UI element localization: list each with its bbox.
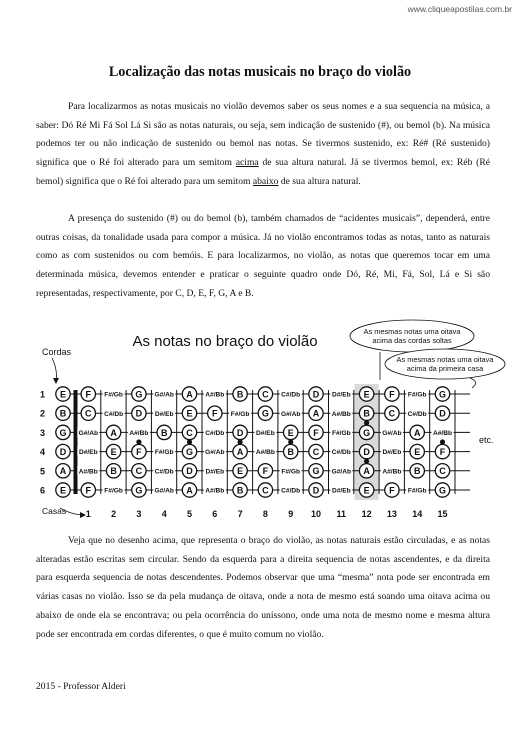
natural-note: G [438, 389, 447, 400]
footer: 2015 - Professor Alderi [36, 681, 126, 692]
sharp-flat-note: C#/Db [407, 410, 427, 418]
natural-note: G [438, 485, 447, 496]
natural-note: F [439, 447, 446, 457]
page-title: Localização das notas musicais no braço do violão [108, 64, 412, 80]
fret-number: 7 [237, 509, 243, 519]
paragraph-1-text-b: de sua altura natural. Já se tivermos bemol, ex: Réb (Ré bemol) significa que o Ré foi alterado para um semitom [36, 157, 491, 187]
diagram-title: As notas no braço do violão [132, 333, 318, 350]
fretboard [40, 384, 470, 519]
natural-note: C [262, 485, 269, 496]
fret-number: 10 [310, 509, 322, 519]
natural-note: F [389, 485, 395, 496]
site-url[interactable]: www.cliqueapostilas.com.br [407, 4, 512, 14]
natural-note: F [85, 485, 92, 496]
fret-number: 13 [386, 509, 397, 519]
natural-note: E [363, 389, 370, 400]
sharp-flat-note: D#/Eb [205, 468, 225, 476]
natural-note: E [59, 485, 67, 496]
natural-note: D [363, 447, 370, 457]
natural-note: A [312, 408, 320, 419]
string-number: 2 [40, 408, 46, 419]
natural-note: G [185, 447, 194, 457]
natural-note: E [186, 408, 193, 419]
sharp-flat-note: F#/Gb [104, 487, 123, 495]
natural-note: B [287, 447, 294, 457]
string-number: 5 [40, 466, 46, 477]
natural-note: D [236, 427, 244, 438]
string-number: 4 [40, 447, 46, 458]
underlined-abaixo: abaixo [252, 175, 279, 187]
fret-number: 8 [262, 509, 268, 519]
natural-note: G [135, 485, 143, 496]
sharp-flat-note: G#/Ab [78, 430, 99, 437]
natural-note: D [439, 408, 446, 419]
sharp-flat-note: D#/Eb [331, 487, 351, 495]
sharp-flat-note: D#/Eb [331, 391, 351, 399]
fret-number: 6 [212, 509, 218, 519]
sharp-flat-note: A#/Bb [331, 410, 351, 418]
sharp-flat-note: A#/Bb [432, 430, 453, 437]
sharp-flat-note: C#/Db [205, 430, 225, 437]
sharp-flat-note: G#/Ab [280, 410, 301, 418]
natural-note: D [59, 447, 67, 457]
sharp-flat-note: D#/Eb [78, 449, 98, 457]
sharp-flat-note: F#/Gb [281, 468, 301, 476]
fret-number: 14 [412, 509, 423, 519]
sharp-flat-note: G#/Ab [154, 487, 174, 495]
sharp-flat-note: D#/Eb [256, 430, 275, 437]
sharp-flat-note: A#/Bb [78, 468, 98, 476]
natural-note: G [261, 408, 269, 419]
natural-note: E [363, 485, 370, 496]
natural-note: A [363, 466, 370, 477]
sharp-flat-note: F#/Gb [407, 487, 427, 495]
natural-note: C [186, 427, 193, 438]
fret-number: 11 [336, 509, 347, 519]
natural-note: D [186, 466, 193, 477]
natural-note: A [236, 447, 244, 457]
natural-note: D [312, 389, 320, 400]
natural-note: C [85, 408, 92, 419]
sharp-flat-note: G#/Ab [382, 430, 402, 437]
cordas-arrow-head [53, 378, 59, 384]
sharp-flat-note: A#/Bb [129, 430, 149, 437]
callout-2-pointer [470, 378, 476, 388]
natural-note: A [186, 389, 193, 400]
sharp-flat-note: C#/Db [281, 391, 301, 399]
sharp-flat-note: F#/Gb [407, 391, 427, 399]
sharp-flat-note: D#/Eb [382, 449, 402, 457]
natural-note: C [388, 408, 396, 419]
paragraph-3 [36, 532, 490, 644]
natural-note: F [262, 466, 269, 477]
sharp-flat-note: F#/Gb [154, 449, 174, 457]
sharp-flat-note: A#/Bb [255, 449, 275, 457]
natural-note: A [413, 427, 421, 438]
paragraph-3-text: Veja que no desenho acima, que representa o braço do violão, as notas naturais estão circuladas, e as notas alteradas estão escritas sem circular. Sendo da esquerda para a direita sequencia de notas ascendentes, e da direita para esquerda sequencia de notas descendentes. Podemos observar que uma “mesma” nota pode ser encontrada em várias casas no violão. Isso se da pela mudança de oitava, onde a nota de mesmo está soando uma oitava acima ou abaixo de onde ela se encontrava; ou pela ocorrência do uníssono, onde uma nota de mesmo nome e mesma altura pode ser encontrada em cordas diferentes, o que é muito comum no violão. [36, 535, 490, 640]
sharp-flat-note: G#/Ab [205, 449, 225, 457]
fretboard-diagram [0, 318, 520, 528]
natural-note: B [236, 389, 244, 400]
sharp-flat-note: C#/Db [281, 487, 301, 495]
string-number: 6 [40, 485, 46, 496]
natural-note: F [136, 447, 142, 457]
natural-note: G [59, 427, 67, 438]
natural-note: E [237, 466, 244, 477]
sharp-flat-note: G#/Ab [154, 391, 174, 399]
natural-note: C [135, 466, 143, 477]
sharp-flat-note: A#/Bb [205, 487, 225, 495]
natural-note: B [363, 408, 370, 419]
fret-number: 12 [361, 509, 372, 519]
paragraph-1-text-a: Para localizarmos as notas musicais no violão devemos saber os seus nomes e a sua sequencia na música, a saber: Dó Ré Mi Fá Sol Lá Si são as notas naturais, ou seja, sem indicação de sustenido (#), ou bemol (b). Na música podemos ter ou não indicação de sustenido ou bemol nas notas. Se tivermos sustenido, ex: Ré# (Ré sustenido) significa que o Ré foi alterado para um semitom [36, 101, 490, 169]
natural-note: C [439, 466, 446, 477]
string-number: 1 [40, 389, 46, 400]
fret-number: 1 [85, 509, 91, 519]
fret-number: 5 [186, 509, 193, 519]
natural-note: F [85, 389, 92, 400]
callout-1-line-1: As mesmas notas uma oitava [363, 327, 461, 336]
etc-label: etc. [479, 435, 494, 445]
callout-2-line-2: acima da primeira casa [406, 364, 484, 373]
natural-note: C [262, 389, 269, 400]
natural-note: G [135, 389, 143, 400]
sharp-flat-note: C#/Db [104, 410, 124, 418]
sharp-flat-note: D#/Eb [154, 410, 174, 418]
sharp-flat-note: F#/Gb [104, 391, 123, 399]
sharp-flat-note: F#/Gb [331, 430, 351, 437]
paragraph-1 [36, 98, 490, 192]
natural-note: A [186, 485, 193, 496]
natural-note: B [59, 408, 67, 419]
fret-number: 3 [136, 509, 142, 519]
natural-note: B [236, 485, 244, 496]
nut [74, 390, 78, 494]
underlined-acima: acima [235, 157, 259, 169]
callout-2-line-1: As mesmas notas uma oitava [396, 355, 494, 364]
fret-number: 15 [437, 509, 448, 519]
natural-note: A [59, 466, 67, 477]
sharp-flat-note: C#/Db [331, 449, 351, 457]
string-number: 3 [40, 427, 46, 438]
natural-note: E [414, 447, 421, 457]
natural-note: D [312, 485, 320, 496]
fret-number: 2 [111, 509, 117, 519]
sharp-flat-note: G#/Ab [331, 468, 352, 476]
paragraph-2 [36, 210, 490, 304]
cordas-label: Cordas [42, 347, 72, 357]
casas-label: Casas [42, 506, 67, 516]
paragraph-2-text: A presença do sustenido (#) ou do bemol (b), também chamados de “acidentes musicais”, dependerá, entre outras coisas, da tonalidade usada para compor a música. Já no violão encontramos todas as notas, tanto as naturais como as com sustenidos ou com bemóis. E para localizarmos, no violão, as notas que queremos tocar em uma determinada música, devemos entender e praticar o seguinte quadro onde Dó, Ré, Mi, Fá, Sol, Lá e Si são representadas, respectivamente, por C, D, E, F, G, A e B. [36, 213, 490, 299]
natural-note: F [212, 408, 218, 419]
sharp-flat-note: F#/Gb [230, 410, 250, 418]
callout-1-line-2: acima das cordas soltas [372, 336, 452, 345]
sharp-flat-note: A#/Bb [205, 391, 225, 399]
natural-note: B [160, 427, 168, 438]
fret-number: 4 [161, 509, 167, 519]
natural-note: F [313, 427, 319, 438]
natural-note: D [135, 408, 143, 419]
natural-note: E [59, 389, 67, 400]
fret-number: 9 [288, 509, 294, 519]
natural-note: G [312, 466, 320, 477]
natural-note: G [363, 427, 371, 438]
natural-note: A [110, 427, 117, 438]
natural-note: B [413, 466, 421, 477]
natural-note: E [110, 447, 117, 457]
sharp-flat-note: C#/Db [154, 468, 174, 476]
sharp-flat-note: A#/Bb [382, 468, 402, 476]
paragraph-1-text-c: de sua altura natural. [278, 175, 361, 187]
natural-note: C [312, 447, 320, 457]
natural-note: F [389, 389, 395, 400]
natural-note: B [110, 466, 117, 477]
natural-note: E [287, 427, 294, 438]
